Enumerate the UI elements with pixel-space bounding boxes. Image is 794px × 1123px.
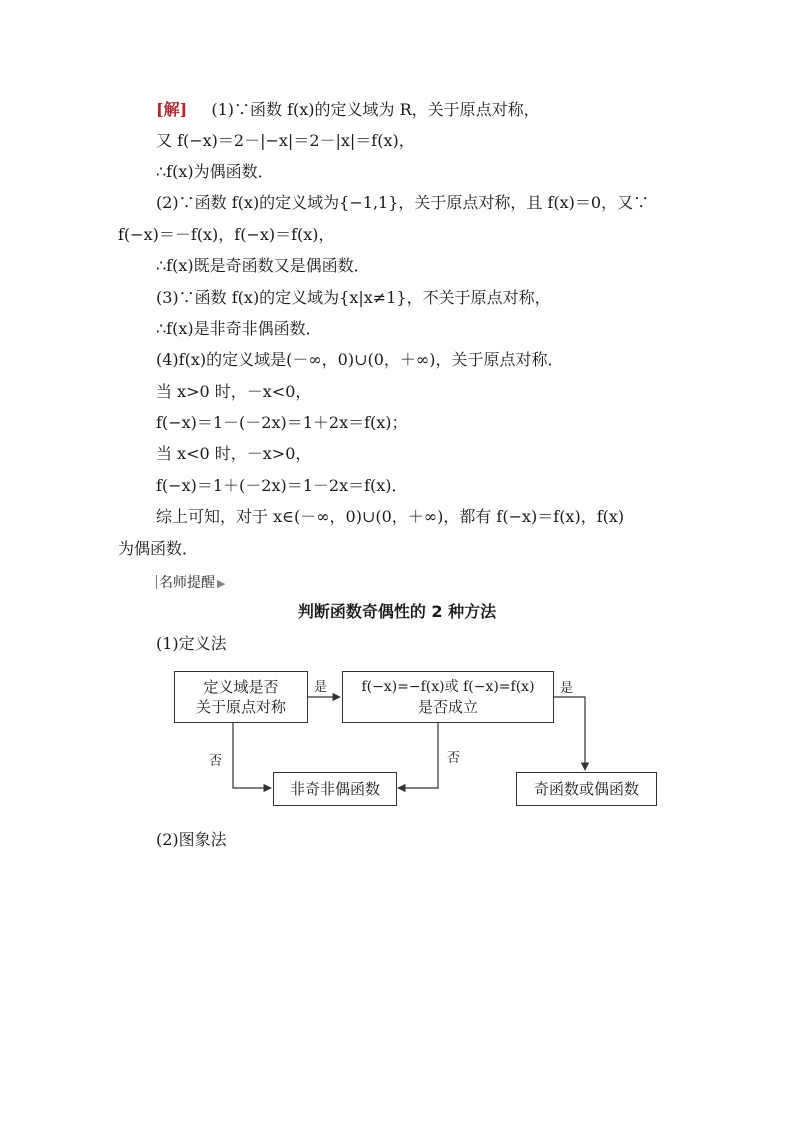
solution-line-13: f(−x)＝1＋(－2x)＝1－2x＝f(x)．: [156, 476, 408, 495]
label-yes-2: 是: [560, 681, 574, 696]
solution-marker: [解]: [156, 100, 188, 119]
solution-line-1-text: (1)∵函数 f(x)的定义域为 R，关于原点对称，: [211, 100, 540, 119]
flow-box-domain-check-line1: 定义域是否: [203, 678, 279, 696]
label-yes-1: 是: [314, 680, 328, 695]
tip-text: 名师提醒: [159, 575, 215, 591]
flow-box-domain-check: [174, 671, 308, 723]
solution-line-4: (2)∵函数 f(x)的定义域为{−1,1}，关于原点对称，且 f(x)＝0，又∵: [156, 193, 650, 212]
flow-box-neither: 非奇非偶函数: [273, 772, 397, 806]
solution-line-7: (3)∵函数 f(x)的定义域为{x|x≠1}，不关于原点对称，: [156, 288, 551, 307]
arrow-box2-to-box4: [553, 697, 585, 770]
arrow-box1-to-box3: [233, 722, 271, 788]
flow-box-equation-line2: 是否成立: [417, 698, 478, 716]
solution-line-9: (4)f(x)的定义域是(－∞，0)∪(0，＋∞)，关于原点对称．: [156, 350, 564, 369]
label-no-2: 否: [447, 751, 461, 766]
solution-line-2: 又 f(−x)＝2－|−x|＝2－|x|＝f(x)，: [156, 131, 415, 150]
solution-line-8: ∴f(x)是非奇非偶函数．: [156, 319, 322, 338]
solution-line-3: ∴f(x)为偶函数．: [156, 162, 274, 181]
label-no-1: 否: [209, 754, 223, 769]
triangle-right-icon: ▶: [217, 577, 226, 590]
flow-box-equation-check: [342, 671, 554, 723]
solution-line-15: 为偶函数．: [118, 539, 199, 558]
solution-line-12: 当 x<0 时，－x>0，: [156, 444, 312, 463]
solution-line-11: f(−x)＝1－(－2x)＝1＋2x＝f(x)；: [156, 413, 408, 432]
method-2-label: (2)图象法: [156, 830, 227, 849]
method-1-label: (1)定义法: [156, 634, 227, 653]
solution-line-10: 当 x>0 时，－x<0，: [156, 382, 312, 401]
flow-box-odd-or-even: 奇函数或偶函数: [516, 772, 657, 806]
solution-line-6: ∴f(x)既是奇函数又是偶函数．: [156, 256, 370, 275]
solution-line-5: f(−x)＝－f(x)，f(−x)＝f(x)，: [118, 225, 335, 244]
section-title: 判断函数奇偶性的 2 种方法: [297, 602, 497, 621]
flow-box-equation-line1: f(−x)=−f(x)或 f(−x)=f(x): [361, 679, 535, 695]
solution-line-14: 综上可知，对于 x∈(－∞，0)∪(0，＋∞)，都有 f(−x)＝f(x)，f(x): [156, 507, 625, 526]
arrow-box2-to-box3: [398, 722, 438, 788]
flow-box-domain-check-line2: 关于原点对称: [195, 698, 286, 716]
